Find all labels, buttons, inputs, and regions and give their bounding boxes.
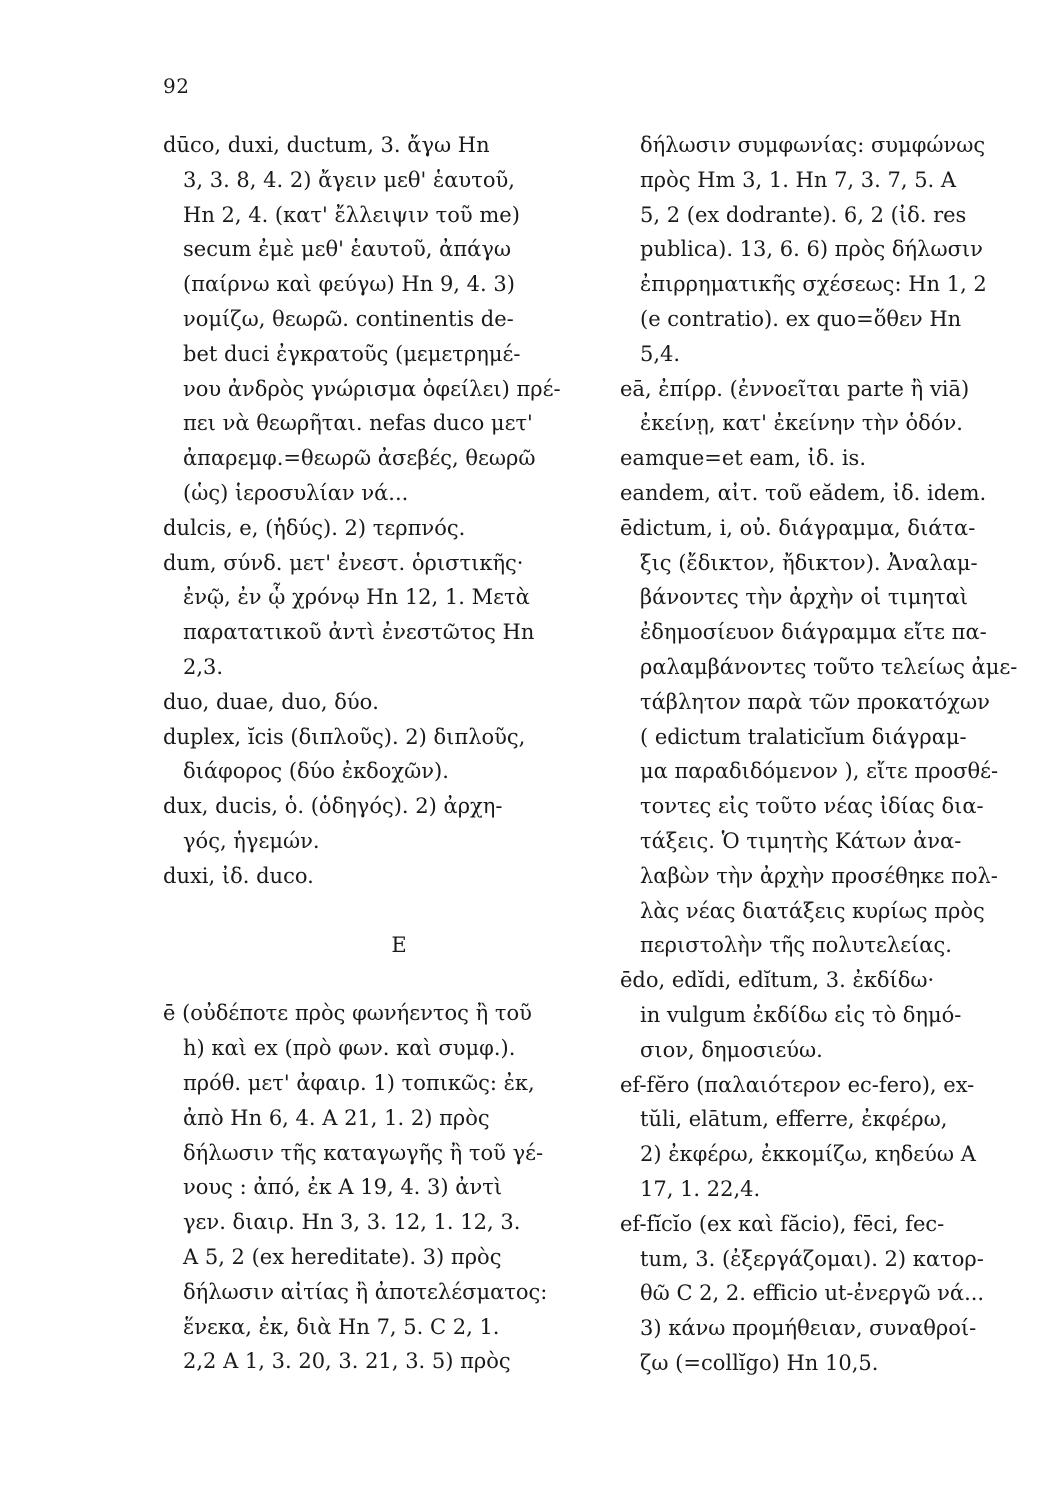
right-line: ἐπιρρηματικῆς σχέσεως: Hn 1, 2 [640, 272, 987, 297]
left-line: duplex, ĭcis (διπλοῦς). 2) διπλοῦς, [163, 724, 526, 749]
right-line: tŭli, elātum, efferre, ἐκφέρω, [640, 1107, 948, 1132]
right-line: πρὸς Hm 3, 1. Hn 7, 3. 7, 5. A [640, 167, 957, 192]
right-line: eā, ἐπίρρ. (ἐννοεῖται parte ἢ viā) [620, 376, 970, 401]
left-line: γεν. διαιρ. Hn 3, 3. 12, 1. 12, 3. [183, 1210, 521, 1235]
right-line: eamque=et eam, ἰδ. is. [620, 446, 867, 471]
left-line: γός, ἡγεμών. [183, 828, 320, 853]
right-line: δήλωσιν συμφωνίας: συμφώνως [640, 133, 986, 157]
left-line: dulcis, e, (ἡδύς). 2) τερπνός. [163, 515, 466, 540]
left-line: ἀπαρεμφ.=θεωρῶ ἀσεβές, θεωρῶ [183, 446, 536, 471]
left-line: νου ἀνδρὸς γνώρισμα ὀφείλει) πρέ- [183, 376, 561, 401]
right-line: περιστολὴν τῆς πολυτελείας. [640, 933, 952, 958]
right-line: λὰς νέας διατάξεις κυρίως πρὸς [640, 898, 985, 923]
right-line: ef-fĭcĭo (ex καὶ făcio), fēci, fec- [620, 1211, 945, 1236]
left-line: πρόθ. μετ' ἀφαιρ. 1) τοπικῶς: ἐκ, [183, 1070, 535, 1095]
right-line: θῶ C 2, 2. efficio ut-ἐνεργῶ νά... [640, 1281, 985, 1306]
left-line: ἐνῷ, ἐν ᾧ χρόνῳ Hn 12, 1. Μετὰ [183, 585, 530, 610]
left-line: ē (οὐδέποτε πρὸς φωνήεντος ἢ τοῦ [163, 1001, 532, 1026]
right-line: τοντες εἰς τοῦτο νέας ἰδίας δια- [640, 794, 984, 819]
right-line: 17, 1. 22,4. [640, 1176, 761, 1201]
left-line: bet duci ἐγκρατοῦς (μεμετρημέ- [183, 341, 521, 366]
left-line: duxi, ἰδ. duco. [163, 863, 314, 888]
right-line: ξις (ἔδικτον, ἤδικτον). Ἀναλαμ- [640, 550, 978, 575]
right-line: 3) κάνω προμήθειαν, συναθροί- [640, 1316, 977, 1341]
right-line: λαβὼν τὴν ἀρχὴν προσέθηκε πολ- [640, 863, 998, 888]
left-line: ἕνεκα, ἐκ, διὰ Hn 7, 5. C 2, 1. [183, 1314, 500, 1339]
right-line: ( edictum tralaticĭum διάγραμ- [640, 724, 967, 749]
right-line: τάξεις. Ὁ τιμητὴς Κάτων ἀνα- [640, 828, 962, 853]
left-line: dum, σύνδ. μετ' ἐνεστ. ὁριστικῆς· [163, 550, 524, 575]
left-line: 3, 3. 8, 4. 2) ἄγειν μεθ' ἑαυτοῦ, [183, 167, 515, 192]
left-line: (ὡς) ἱεροσυλίαν νά... [183, 480, 409, 505]
section-heading-letter: E [391, 932, 407, 957]
right-line: 2) ἐκφέρω, ἐκκομίζω, κηδεύω A [640, 1142, 976, 1167]
left-line: νους : ἀπό, ἐκ A 19, 4. 3) ἀντὶ [183, 1175, 503, 1200]
left-line: 2,3. [183, 654, 224, 679]
right-line: ζω (=collĭgo) Hn 10,5. [640, 1350, 879, 1375]
right-text-column [620, 128, 1037, 1381]
left-line: πει νὰ θεωρῆται. nefas duco μετ' [183, 411, 533, 436]
right-line: 5,4. [640, 341, 681, 366]
left-line: (παίρνω καὶ φεύγω) Hn 9, 4. 3) [183, 272, 515, 297]
right-line: βάνοντες τὴν ἀρχὴν οἱ τιμηταὶ [640, 585, 969, 610]
right-line: σιον, δημοσιεύω. [640, 1037, 823, 1062]
left-line: 2,2 A 1, 3. 20, 3. 21, 3. 5) πρὸς [183, 1349, 511, 1374]
left-line: νομίζω, θεωρῶ. continentis de- [183, 306, 514, 331]
left-line: διάφορος (δύο ἐκδοχῶν). [183, 759, 449, 784]
right-line: tum, 3. (ἐξεργάζομαι). 2) κατορ- [640, 1246, 984, 1271]
page-number: 92 [163, 74, 190, 98]
left-text-column [163, 128, 595, 1379]
right-line: ēdictum, i, οὐ. διάγραμμα, διάτα- [620, 515, 976, 540]
right-line: ēdo, edĭdi, edĭtum, 3. ἐκδίδω· [620, 968, 935, 993]
right-line: 5, 2 (ex dodrante). 6, 2 (ἰδ. res [640, 202, 967, 227]
right-line: eandem, αἰτ. τοῦ eădem, ἰδ. idem. [620, 480, 987, 505]
right-line: publica). 13, 6. 6) πρὸς δήλωσιν [640, 237, 983, 262]
right-line: μα παραδιδόμενον ), εἴτε προσθέ- [640, 759, 999, 784]
right-line: in vulgum ἐκδίδω εἰς τὸ δημό- [640, 1002, 962, 1027]
right-line: ἐδημοσίευον διάγραμμα εἴτε πα- [640, 620, 987, 645]
left-line: secum ἐμὲ μεθ' ἑαυτοῦ, ἀπάγω [183, 237, 511, 262]
left-line: h) καὶ ex (πρὸ φων. καὶ συμφ.). [183, 1036, 516, 1061]
left-line: ἀπὸ Hn 6, 4. A 21, 1. 2) πρὸς [183, 1105, 490, 1130]
left-line: Hn 2, 4. (κατ' ἔλλειψιν τοῦ me) [183, 202, 520, 227]
left-line: δήλωσιν τῆς καταγωγῆς ἢ τοῦ γέ- [183, 1140, 544, 1165]
right-line: ραλαμβάνοντες τοῦτο τελείως ἀμε- [640, 654, 1018, 679]
right-line: (e contratio). ex quo=ὅθεν Hn [640, 306, 962, 331]
left-line: dūco, duxi, ductum, 3. ἄγω Hn [163, 133, 490, 157]
left-line: παρατατικοῦ ἀντὶ ἐνεστῶτος Hn [183, 620, 535, 645]
left-line: A 5, 2 (ex hereditate). 3) πρὸς [183, 1244, 502, 1269]
left-line: dux, ducis, ὁ. (ὁδηγός). 2) ἀρχη- [163, 794, 503, 819]
right-line: ef-fĕro (παλαιότερον ec-fero), ex- [620, 1072, 975, 1097]
right-line: τάβλητον παρὰ τῶν προκατόχων [640, 689, 990, 714]
right-line: ἐκείνῃ, κατ' ἐκείνην τὴν ὁδόν. [640, 411, 963, 436]
left-line: δήλωσιν αἰτίας ἢ ἀποτελέσματος: [183, 1279, 548, 1304]
left-line: duo, duae, duo, δύο. [163, 689, 379, 714]
